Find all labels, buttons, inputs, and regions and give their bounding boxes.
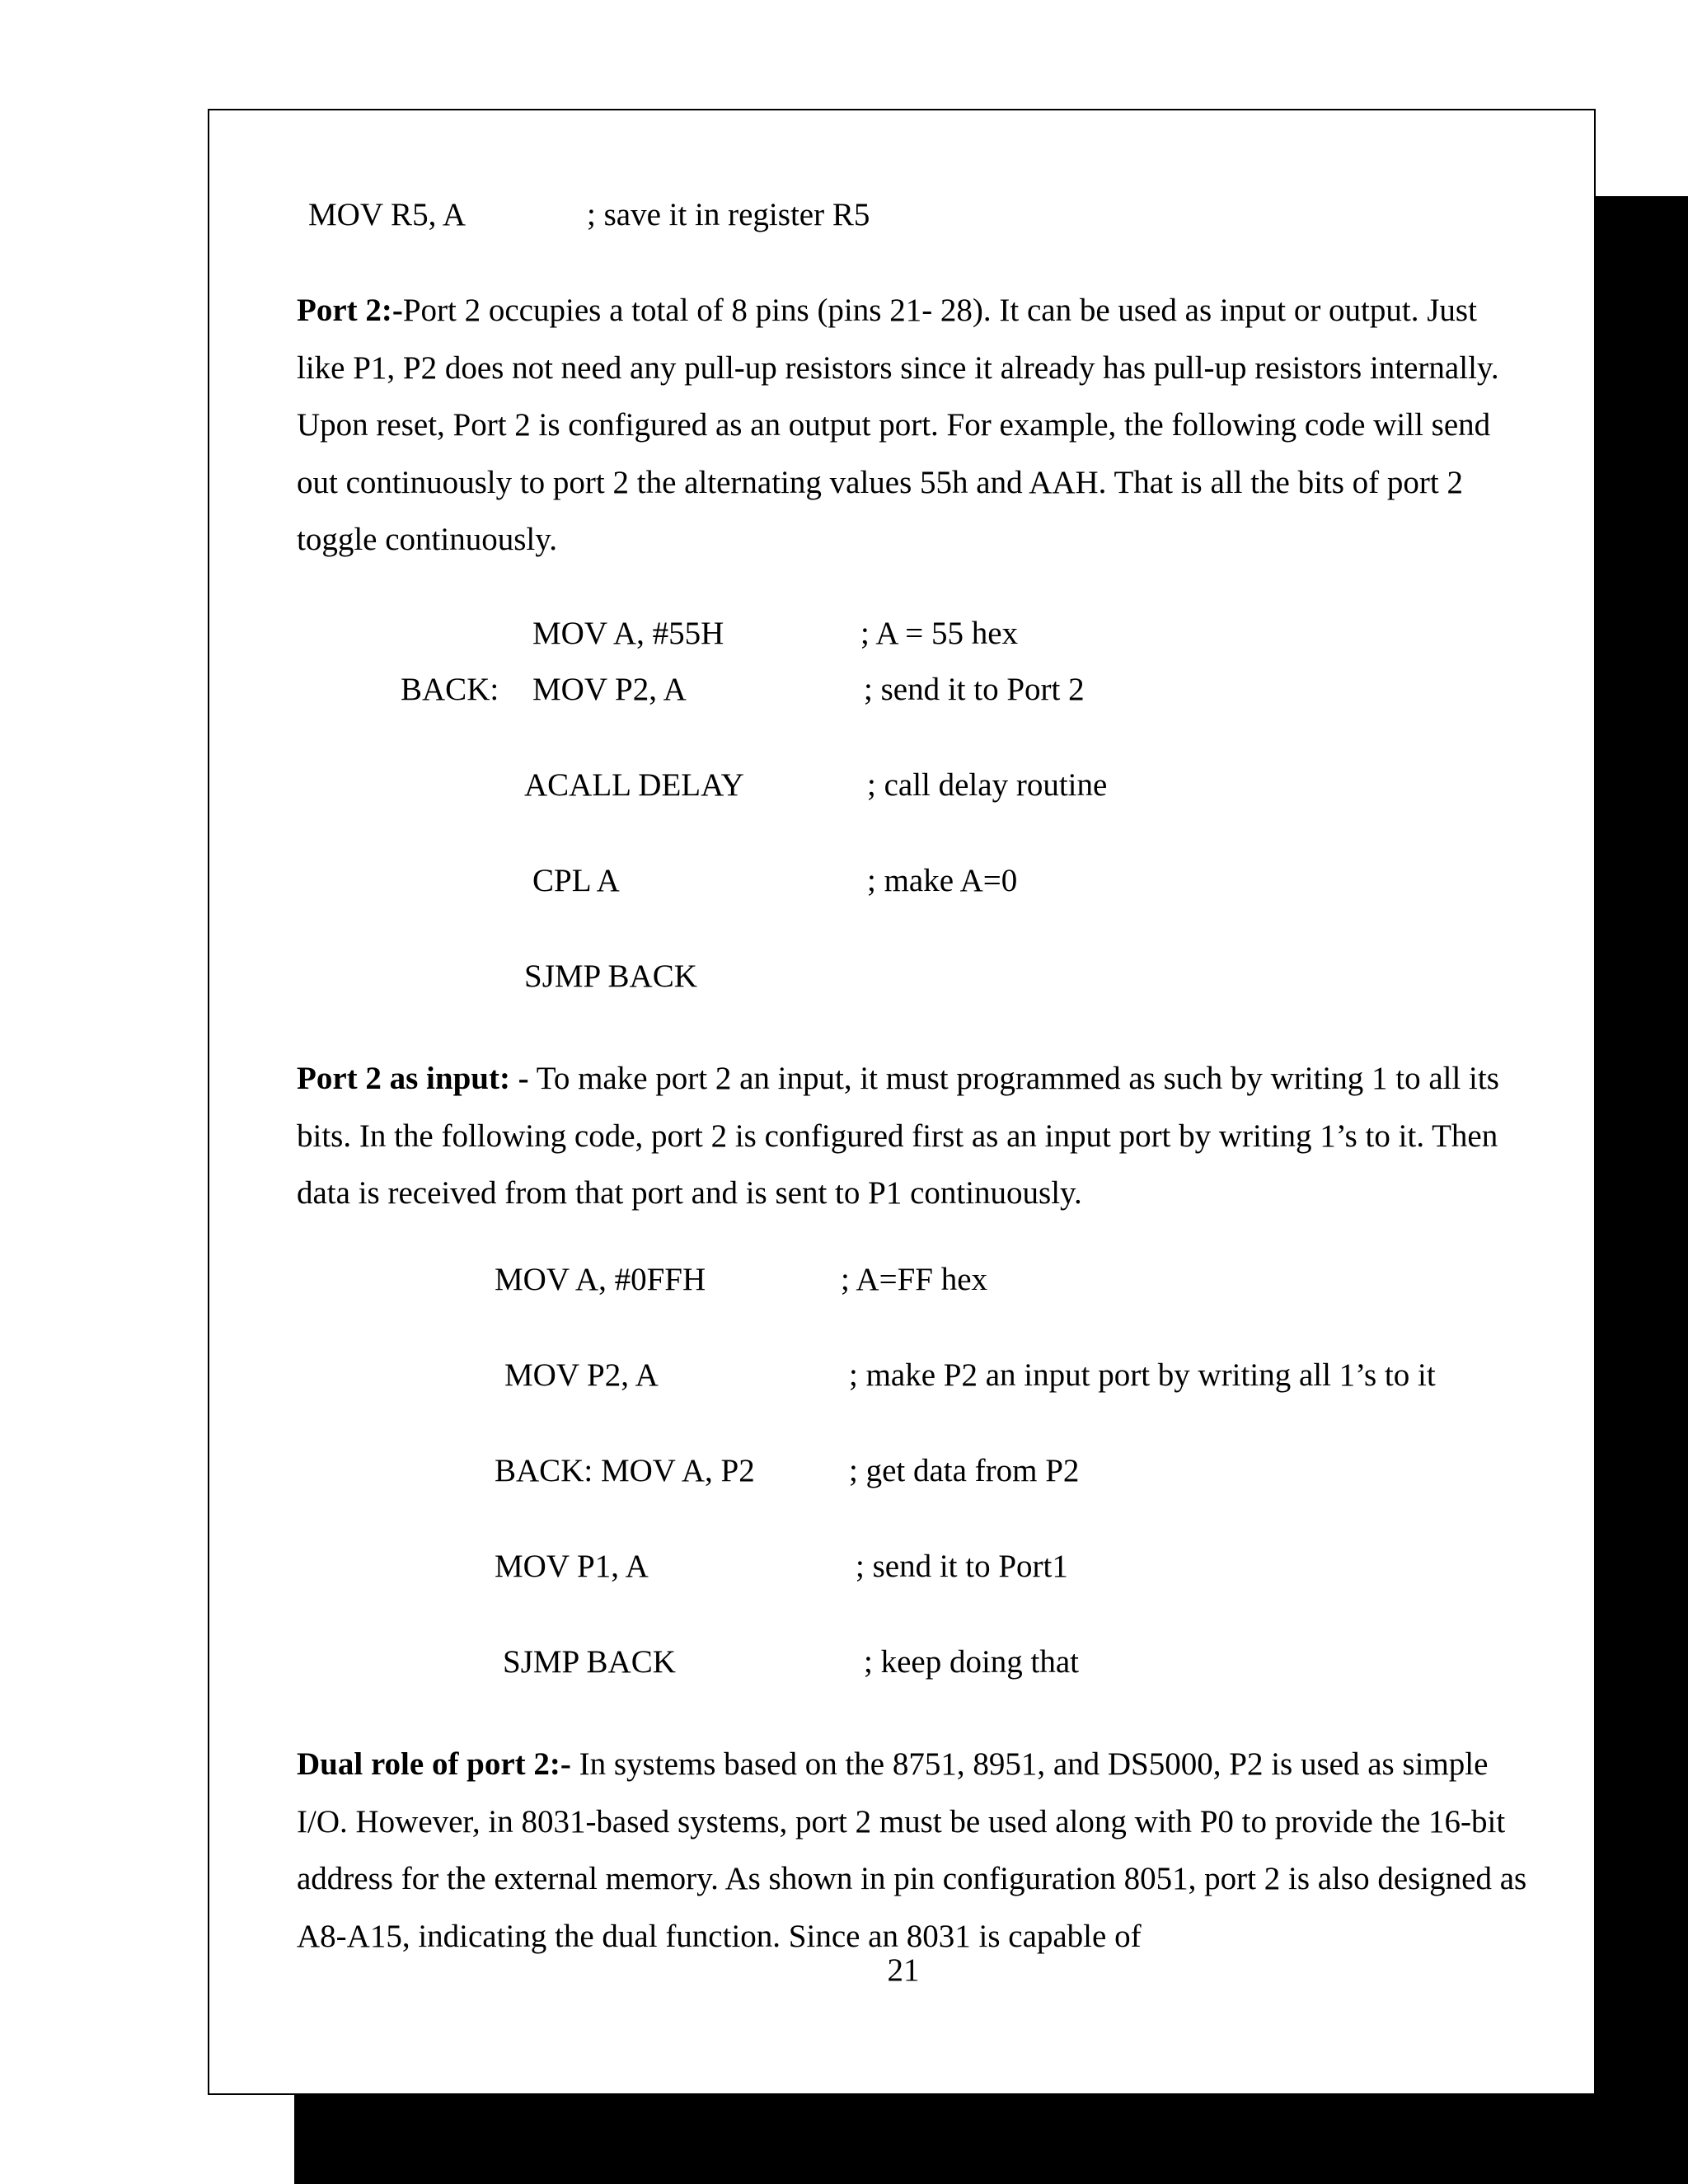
port2-text: Port 2 occupies a total of 8 pins (pins 21- 28). It can be used as input or output. Just like P1, P2 does not need any pull-up resistors since it already has pull-up resistors internally. Upon reset, Port 2 is configured as an output port. For example, the following code will send out continuously to port 2 the alternating values 55h and AAH. That is all the bits of port 2 toggle continuously. (297, 293, 1499, 557)
code1-line-5: SJMP BACK (524, 958, 697, 994)
port2-paragraph (297, 282, 1533, 569)
code-comment-mov-r5: ; save it in register R5 (587, 197, 870, 232)
code2-line-2: MOV P2, A (504, 1357, 659, 1393)
code2-line-1: MOV A, #0FFH (495, 1262, 706, 1297)
code1-line-3: ACALL DELAY (524, 767, 744, 803)
code2-comment-5: ; keep doing that (864, 1644, 1080, 1680)
code2-line-4: MOV P1, A (495, 1549, 649, 1584)
code-line-mov-r5: MOV R5, A (308, 197, 467, 232)
code2-comment-2: ; make P2 an input port by writing all 1’s to it (849, 1357, 1436, 1393)
code2-line-5: SJMP BACK (503, 1644, 676, 1680)
dual-role-heading: Dual role of port 2:- (297, 1746, 571, 1782)
code1-comment-1: ; A = 55 hex (860, 616, 1019, 651)
code1-comment-3: ; call delay routine (867, 767, 1108, 803)
page-number: 21 (887, 1952, 920, 1988)
dual-role-text: In systems based on the 8751, 8951, and DS5000, P2 is used as simple I/O. However, in 8031-based systems, port 2 must be used along with P0 to provide the 16-bit address for the external memory. As shown in pin configuration 8051, port 2 is also designed as A8-A15, indicating the dual function. Since an 8031 is capable of (297, 1746, 1527, 1954)
code1-back-label: BACK: (401, 672, 499, 707)
document-page (208, 109, 1596, 2095)
code2-line-3: BACK: MOV A, P2 (495, 1453, 755, 1488)
dual-role-paragraph (297, 1736, 1533, 1965)
port2-input-heading: Port 2 as input: - (297, 1061, 529, 1096)
code1-line-1: MOV A, #55H (532, 616, 724, 651)
page-shadow-right (1596, 196, 1688, 2184)
port2-input-text: To make port 2 an input, it must programmed as such by writing 1 to all its bits. In the following code, port 2 is configured first as an input port by writing 1’s to it. Then data is received from that port and is sent to P1 continuously. (297, 1061, 1499, 1211)
code2-comment-3: ; get data from P2 (849, 1453, 1080, 1488)
code1-line-4: CPL A (532, 863, 620, 898)
code1-comment-2: ; send it to Port 2 (864, 672, 1085, 707)
page-shadow-bottom (294, 2095, 1688, 2184)
code1-comment-4: ; make A=0 (867, 863, 1018, 898)
port2-heading: Port 2:- (297, 293, 403, 328)
port2-input-paragraph (297, 1050, 1533, 1222)
code1-line-2: MOV P2, A (532, 672, 687, 707)
code2-comment-1: ; A=FF hex (841, 1262, 988, 1297)
code2-comment-4: ; send it to Port1 (856, 1549, 1068, 1584)
